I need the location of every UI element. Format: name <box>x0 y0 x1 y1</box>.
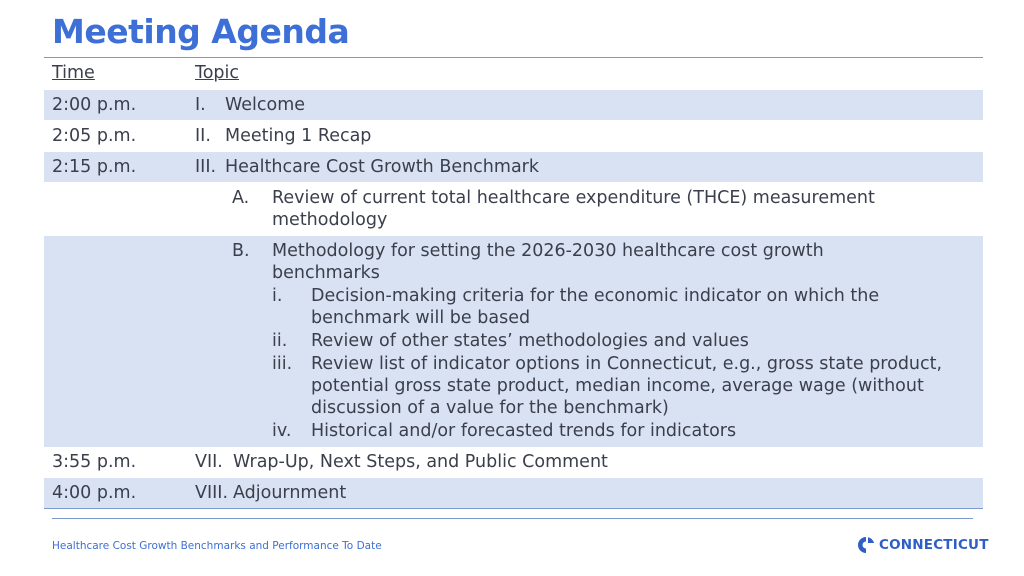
row-topic <box>184 478 983 509</box>
row-number: VIII. <box>195 483 229 503</box>
table-row-subitem-a <box>44 182 983 236</box>
list-item-number: ii. <box>272 330 288 351</box>
row-topic-label: Welcome <box>225 94 306 115</box>
header-topic <box>184 58 983 89</box>
row-topic <box>184 120 983 151</box>
table-row <box>44 151 983 182</box>
subitem-cell <box>184 182 983 236</box>
header-time-label: Time <box>52 63 95 84</box>
list-item-text: Historical and/or forecasted trends for indicators <box>311 420 737 441</box>
table-header-row <box>44 58 983 89</box>
subitem-text: Review of current total healthcare expenditure (THCE) measurement methodology <box>272 187 875 230</box>
footer-text: Healthcare Cost Growth Benchmarks and Performance To Date <box>52 540 382 552</box>
row-topic-label: Healthcare Cost Growth Benchmark <box>225 156 540 177</box>
row-number: III. <box>195 156 217 177</box>
subitem-a <box>184 187 983 231</box>
subitem-text: Methodology for setting the 2026-2030 healthcare cost growth benchmarks <box>272 240 824 283</box>
row-topic-label: Meeting 1 Recap <box>225 125 372 146</box>
row-number: II. <box>195 125 211 146</box>
row-topic <box>184 89 983 120</box>
row-number: VII. <box>195 451 223 472</box>
logo-text: CONNECTICUT <box>879 537 989 553</box>
empty-time-cell <box>44 182 184 236</box>
row-time: 2:15 p.m. <box>44 151 184 182</box>
row-time: 4:00 p.m. <box>44 478 184 509</box>
agenda-table <box>44 58 983 509</box>
row-time: 2:05 p.m. <box>44 120 184 151</box>
subitem-letter: B. <box>232 240 250 261</box>
row-topic-label: Adjournment <box>233 483 347 503</box>
subitem-cell <box>184 236 983 447</box>
row-time: 2:00 p.m. <box>44 89 184 120</box>
page-title: Meeting Agenda <box>52 12 350 51</box>
row-time: 3:55 p.m. <box>44 447 184 478</box>
list-item-number: i. <box>272 285 283 306</box>
row-topic <box>184 151 983 182</box>
header-topic-label: Topic <box>195 63 240 84</box>
subitem-letter: A. <box>232 187 250 208</box>
table-row <box>44 120 983 151</box>
list-item <box>272 285 951 329</box>
connecticut-logo <box>857 536 989 554</box>
empty-time-cell <box>44 236 184 447</box>
row-topic <box>184 447 983 478</box>
list-item <box>272 330 951 352</box>
footer-divider <box>52 518 973 519</box>
subitem-b <box>184 240 983 442</box>
list-item-text: Review of other states’ methodologies and values <box>311 330 749 351</box>
table-row-subitem-b <box>44 236 983 447</box>
list-item-number: iv. <box>272 420 292 441</box>
table-row <box>44 447 983 478</box>
connecticut-logo-icon <box>857 536 875 554</box>
list-item <box>272 420 951 442</box>
list-item-text: Decision-making criteria for the economic indicator on which the benchmark will be based <box>311 285 880 328</box>
header-time <box>44 58 184 89</box>
table-row <box>44 89 983 120</box>
table-row <box>44 478 983 509</box>
row-topic-label: Wrap-Up, Next Steps, and Public Comment <box>233 451 608 472</box>
list-item-text: Review list of indicator options in Connecticut, e.g., gross state product, potential gross state product, median income, average wage (without discussion of a value for the benchmark) <box>311 353 943 418</box>
list-item-number: iii. <box>272 353 293 374</box>
list-item <box>272 353 951 419</box>
row-number: I. <box>195 94 206 115</box>
